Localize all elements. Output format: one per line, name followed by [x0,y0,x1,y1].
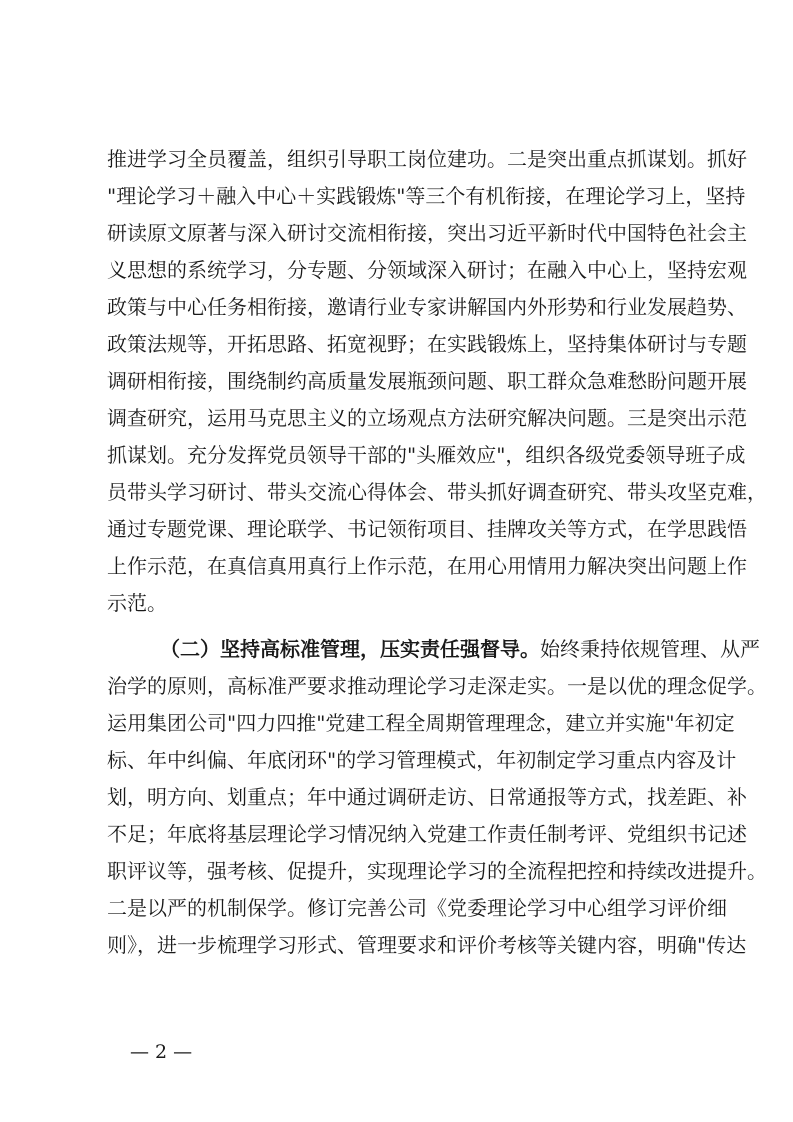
text-line: 运用集团公司"四力四推"党建工程全周期管理理念，建立并实施"年初定 [107,711,735,735]
page-number: — 2 — [130,1041,193,1063]
text-line: 政策与中心任务相衔接，邀请行业专家讲解国内外形势和行业发展趋势、 [107,295,747,319]
text-line: 政策法规等，开拓思路、拓宽视野；在实践锻炼上，坚持集体研讨与专题 [107,332,747,356]
document-body [107,141,767,964]
text-line: 划，明方向、划重点；年中通过调研走访、日常通报等方式，找差距、补 [107,785,747,809]
text-line: 则》，进一步梳理学习形式、管理要求和评价考核等关键内容，明确"传达 [107,933,747,957]
section-heading: （二）坚持高标准管理，压实责任强督导。 [160,637,540,661]
text-line: 通过专题党课、理论联学、书记领衔项目、挂牌攻关等方式，在学思践悟 [107,517,747,541]
text-line: 调研相衔接，围绕制约高质量发展瓶颈问题、职工群众急难愁盼问题开展 [107,369,747,393]
text-line: "理论学习＋融入中心＋实践锻炼"等三个有机衔接，在理论学习上，坚持 [107,184,746,208]
paragraph [107,141,767,622]
text-line: 调查研究，运用马克思主义的立场观点方法研究解决问题。三是突出示范 [107,406,747,430]
text-line: 不足；年底将基层理论学习情况纳入党建工作责任制考评、党组织书记述 [107,822,747,846]
text-line [107,631,760,668]
text-line: 抓谋划。充分发挥党员领导干部的"头雁效应"，组织各级党委领导班子成 [107,443,746,467]
text-line: 义思想的系统学习，分专题、分领域深入研讨；在融入中心上，坚持宏观 [107,258,747,282]
text-line: 员带头学习研讨、带头交流心得体会、带头抓好调查研究、带头攻坚克难， [107,480,767,504]
paragraph [107,631,767,964]
text-line: 研读原文原著与深入研讨交流相衔接，突出习近平新时代中国特色社会主 [107,221,747,245]
text-span: 始终秉持依规管理、从严 [540,637,760,661]
text-line: 二是以严的机制保学。修订完善公司《党委理论学习中心组学习评价细 [107,896,727,920]
text-line: 上作示范，在真信真用真行上作示范，在用心用情用力解决突出问题上作 [107,554,747,578]
text-line: 治学的原则，高标准严要求推动理论学习走深走实。一是以优的理念促学。 [107,674,767,698]
text-line: 示范。 [107,591,167,615]
text-line: 职评议等，强考核、促提升，实现理论学习的全流程把控和持续改进提升。 [107,859,767,883]
text-line: 推进学习全员覆盖，组织引导职工岗位建功。二是突出重点抓谋划。抓好 [107,147,747,171]
text-line: 标、年中纠偏、年底闭环"的学习管理模式，年初制定学习重点内容及计 [107,748,737,772]
